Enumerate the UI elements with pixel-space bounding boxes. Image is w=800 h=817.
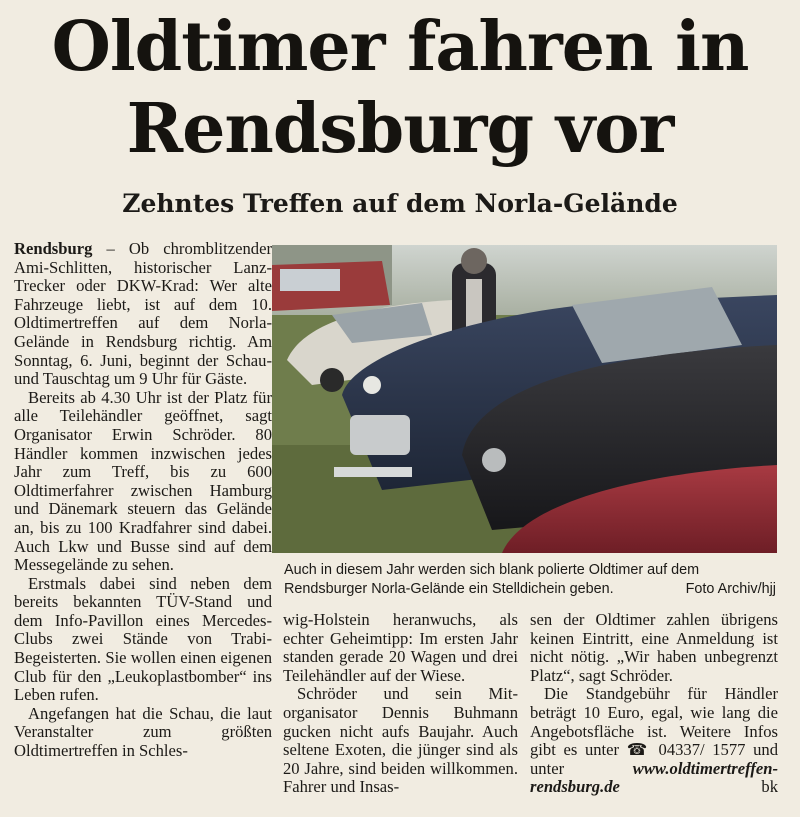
- paragraph-1-text: – Ob chromblitzender Ami-Schlitten, historischer Lanz-Trecker oder DKW-Krad: Wer alte Fahrzeuge liebt, ist auf dem 10. Oldtimertreffen auf dem Norla-Gelände in Rendsburg richtig. Am Sonntag, 6. Juni, beginnt der Schau- und Tauschtag um 9 Uhr für Gäste.: [14, 239, 272, 389]
- dateline: Rendsburg: [14, 239, 93, 258]
- paragraph-6: Schröder und sein Mitorganisator Dennis Buhmann gucken nicht aufs Baujahr. Auch seltene Exoten, die jünger sind als 20 Jahre, sind beiden willkommen. Fahrer und Insas-: [283, 684, 518, 797]
- text-column-2: [283, 611, 518, 797]
- oldtimer-photo: [272, 245, 777, 553]
- paragraph-7: sen der Oldtimer zahlen übrigens keinen Eintritt, eine Anmeldung ist nicht nötig. „Wir haben unbegrenzt Platz“, sagt Schröder.: [530, 610, 778, 685]
- paragraph-1: [14, 240, 272, 389]
- article-headline: [0, 6, 800, 170]
- paragraph-3: Erstmals dabei sind neben dem bereits bekannten TÜV-Stand und dem Info-Pavillon eines Mercedes-Clubs zwei Stände von Trabi-Begeisterten. Sie wollen einen eigenen Club für den „Leukoplastbomber“ ins Leben rufen.: [14, 573, 272, 705]
- paragraph-2: Bereits ab 4.30 Uhr ist der Platz für alle Teilehändler geöffnet, sagt Organisator Erwin Schröder. 80 Händler kommen inzwischen jedes Jahr zum Treff, bis zu 600 Oldtimerfahrer zwischen Hamburg und Dänemark steuern das Gelände an, bis zu 100 Kradfahrer sind dabei. Auch Lkw und Busse sind auf dem Messegelände zu sehen.: [14, 387, 272, 575]
- author-signature: bk: [761, 777, 778, 797]
- photo-caption: [284, 561, 776, 598]
- photo-illustration: [272, 245, 777, 553]
- paragraph-5: wig-Holstein heranwuchs, als echter Geheimtipp: Im ersten Jahr standen gerade 20 Wagen und drei Teilehändler auf der Wiese.: [283, 610, 518, 685]
- article-subheadline: Zehntes Treffen auf dem Norla-Gelände: [122, 189, 678, 218]
- photo-credit: Foto Archiv/hjj: [685, 580, 776, 597]
- text-column-1: [14, 240, 272, 761]
- website-link[interactable]: www.oldtimertreffen-rendsburg.de: [530, 758, 778, 797]
- paragraph-8-text: Die Standgebühr für Händler beträgt 10 Euro, egal, wie lang die Angebotsfläche ist. Weitere Infos gibt es unter ☎ 04337/ 1577 und unter: [530, 684, 778, 778]
- paragraph-4: Angefangen hat die Schau, die laut Veranstalter zum größten Oldtimertreffen in Schles-: [14, 703, 272, 761]
- headline-line-1: Oldtimer fahren in: [51, 7, 749, 87]
- headline-line-2: Rendsburg vor: [126, 89, 674, 169]
- caption-text: Auch in diesem Jahr werden sich blank polierte Oldtimer auf dem Rendsburger Norla-Gelände ein Stelldichein geben.: [284, 562, 700, 597]
- chrome-grille: [350, 415, 410, 455]
- paragraph-8: [530, 685, 778, 797]
- text-column-3: [530, 611, 778, 797]
